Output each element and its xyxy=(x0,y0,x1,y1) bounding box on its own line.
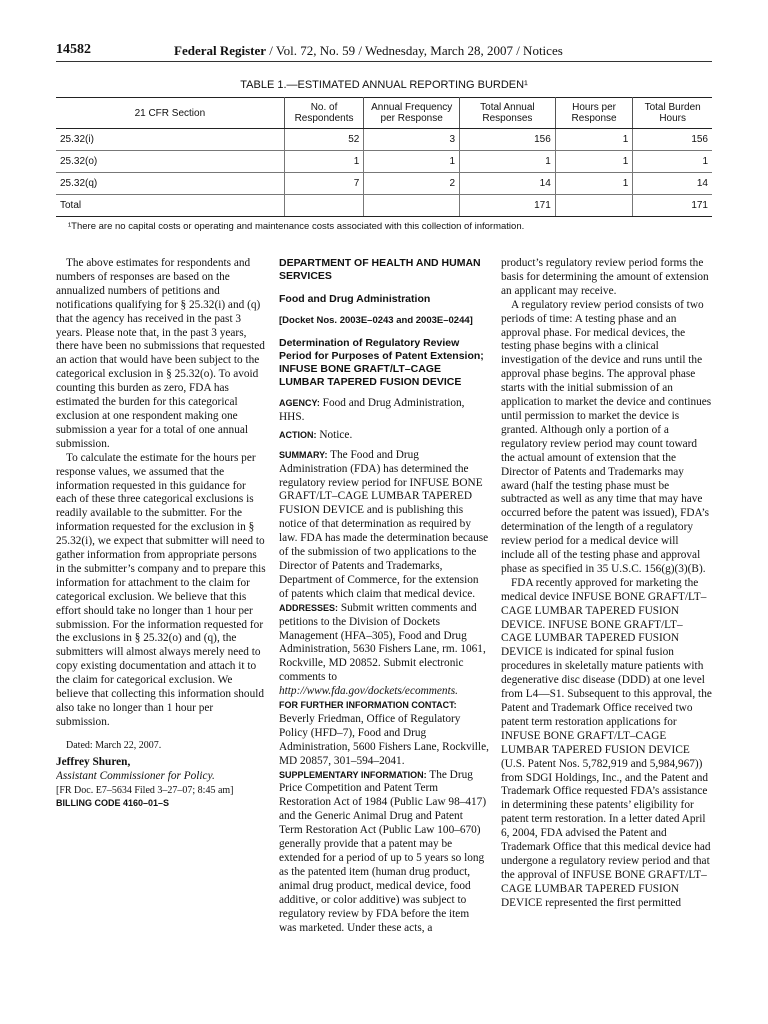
action-line xyxy=(279,429,489,443)
contact xyxy=(279,699,489,769)
table-cell xyxy=(364,195,460,217)
agency-heading: Food and Drug Administration xyxy=(279,293,431,305)
table-total-row xyxy=(56,195,712,217)
table-cell: 156 xyxy=(460,129,556,151)
table-cell: 1 xyxy=(364,151,460,173)
table-cell: 14 xyxy=(460,173,556,195)
action-label: ACTION: xyxy=(279,429,317,440)
table-cell: 171 xyxy=(633,195,712,217)
table-cell: 25.32(q) xyxy=(56,173,284,195)
table-footnote: ¹There are no capital costs or operating and maintenance costs associated with this collection of information. xyxy=(68,221,525,232)
page-number: 14582 xyxy=(56,42,91,57)
paragraph: FDA recently approved for marketing the medical device INFUSE BONE GRAFT/LT–CAGE LUMBAR TAPERED FUSION DEVICE. INFUSE BONE GRAFT/LT–CAGE LUMBAR TAPERED FUSION DEVICE is indicated for spinal fusion procedures in skeletally mature patients with degenerative disc disease (DDD) at one level from L4—S1. Subsequent to this approval, the Patent and Trademark Office received two patent term restoration applications for INFUSE BONE GRAFT/LT–CAGE LUMBAR TAPERED FUSION DEVICE (U.S. Patent Nos. 5,782,919 and 5,984,967)) from SDGI Holdings, Inc., and the Patent and Trademark Office requested FDA’s assistance in determining these patents’ eligibility for patent term restoration. In a letter dated April 6, 2004, FDA advised the Patent and Trademark Office that this medical device had undergone a regulatory review period and that the approval of INFUSE BONE GRAFT/LT–CAGE LUMBAR TAPERED FUSION DEVICE represented the first permitted xyxy=(501,576,712,909)
table-header-row xyxy=(56,98,712,129)
table-cell: 25.32(o) xyxy=(56,151,284,173)
summary-label: SUMMARY: xyxy=(279,449,328,460)
column-header: Total Burden Hours xyxy=(633,98,712,129)
addresses-label: ADDRESSES: xyxy=(279,602,339,613)
table-cell: 2 xyxy=(364,173,460,195)
contact-label: FOR FURTHER INFORMATION CONTACT: xyxy=(279,700,457,711)
journal-name: Federal Register xyxy=(174,43,267,58)
fr-doc: [FR Doc. E7–5634 Filed 3–27–07; 8:45 am] xyxy=(56,784,234,796)
paragraph: The above estimates for respondents and numbers of responses are based on the annualized numbers of petitions and notifications qualifying for § 25.32(i) and (q) that the agency has received in the past 3 years. Please note that, in the past 3 years, there have been no submissions that requested an action that would have been subject to the categorical exclusion in § 25.32(o). To avoid counting this burden as zero, FDA has estimated the burden for this categorical exclusion at one respondent making one submission a year for a total of one annual submission. xyxy=(56,257,265,450)
department-heading: DEPARTMENT OF HEALTH AND HUMAN SERVICES xyxy=(279,257,481,282)
column-header: No. of Respondents xyxy=(284,98,364,129)
text-column-2 xyxy=(279,257,489,935)
action-text: Notice. xyxy=(319,428,353,441)
column-header: Hours per Response xyxy=(555,98,633,129)
table-cell: 1 xyxy=(633,151,712,173)
table-cell: 1 xyxy=(284,151,364,173)
comments-url[interactable]: http://www.fda.gov/dockets/ecomments. xyxy=(279,685,458,698)
paragraph: product’s regulatory review period forms the basis for determining the amount of extension an applicant may receive. xyxy=(501,257,709,297)
table-cell: 171 xyxy=(460,195,556,217)
supplementary-text: The Drug Price Competition and Patent Term Restoration Act of 1984 (Public Law 98–417) and the Generic Animal Drug and Patent Term Restoration Act (Public Law 100–670) generally provide that a patent may be extended for a period of up to 5 years so long as the patented item (human drug product, animal drug product, medical device, food additive, or color additive) was subject to regulatory review by FDA before the item was marketed. Under these acts, a xyxy=(279,768,487,934)
agency-line xyxy=(279,397,489,425)
paragraph: A regulatory review period consists of two periods of time: A testing phase and an approval phase. For medical devices, the testing phase begins with a clinical investigation of the device and runs until the approval phase begins. The approval phase starts with the initial submission of an application to market the device and continues until permission to market the device is granted. Although only a portion of a regulatory review period may count toward the actual amount of extension that the Director of Patents and Trademarks may award (half the testing phase must be subtracted as well as any time that may have occurred before the patent was issued), FDA’s determination of the length of a regulatory review period for a medical device will include all of the testing phase and approval phase as specified in 35 U.S.C. 156(g)(3)(B). xyxy=(501,298,712,575)
table-cell: 25.32(i) xyxy=(56,129,284,151)
addresses xyxy=(279,602,489,699)
issue-info: / Vol. 72, No. 59 / Wednesday, March 28, 2007 / Notices xyxy=(266,43,563,58)
table-cell: 7 xyxy=(284,173,364,195)
dated-line: Dated: March 22, 2007. xyxy=(66,739,162,751)
signer-name: Jeffrey Shuren, xyxy=(56,755,131,768)
agency-text: Food and Drug Administration, HHS. xyxy=(279,397,465,423)
addresses-text: Submit written comments and petitions to the Division of Dockets Management (HFA–305), Food and Drug Administration, 5630 Fishers Lane, rm. 1061, Rockville, MD 20852. Submit electronic comments to xyxy=(279,601,486,684)
table-cell: 1 xyxy=(555,173,633,195)
summary xyxy=(279,449,489,602)
billing-code: BILLING CODE 4160–01–S xyxy=(56,798,170,809)
table-cell: 1 xyxy=(555,151,633,173)
text-column-3 xyxy=(501,257,712,957)
running-title xyxy=(174,43,563,59)
summary-text: The Food and Drug Administration (FDA) has determined the regulatory review period for INFUSE BONE GRAFT/LT–CAGE LUMBAR TAPERED FUSION DEVICE and is publishing this notice of that determination as required by law. FDA has made the determination because of the submission of two applications to the Director of Patents and Trademarks, Department of Commerce, for the extension of patents which claim that medical device. xyxy=(279,448,489,600)
table-row xyxy=(56,173,712,195)
paragraph: To calculate the estimate for the hours per response values, we assumed that the information requested in this guidance for each of these three categorical exclusions is readily available to the submitter. For the information requested for the exclusion in § 25.32(i), we expect that submitter will need to gather information from appropriate persons in the submitter’s company and to prepare this information for attachment to the claim for categorical exclusion. We believe that this effort should take no longer than 1 hour per submission. For the information requested for the exclusions in § 25.32(o) and (q), the submitters will almost always merely need to copy existing documentation and attach it to the claim for categorical exclusion. We believe that collecting this information should also take no longer than 1 hour per submission. xyxy=(56,451,266,728)
column-header: Total Annual Responses xyxy=(460,98,556,129)
table-row xyxy=(56,151,712,173)
column-header: 21 CFR Section xyxy=(56,98,284,129)
supplementary-label: SUPPLEMENTARY INFORMATION: xyxy=(279,769,427,780)
text-column-1 xyxy=(56,257,266,811)
column-header: Annual Frequency per Response xyxy=(364,98,460,129)
table-title: TABLE 1.—ESTIMATED ANNUAL REPORTING BURDEN¹ xyxy=(240,79,528,91)
table-cell xyxy=(284,195,364,217)
table-cell: 3 xyxy=(364,129,460,151)
signer-title: Assistant Commissioner for Policy. xyxy=(56,769,215,782)
docket-numbers: [Docket Nos. 2003E–0243 and 2003E–0244] xyxy=(279,315,473,326)
header-rule xyxy=(56,61,712,62)
table-cell: 1 xyxy=(460,151,556,173)
table-cell: 52 xyxy=(284,129,364,151)
burden-table xyxy=(56,97,712,217)
table-cell: Total xyxy=(56,195,284,217)
agency-label: AGENCY: xyxy=(279,398,320,408)
contact-text: Beverly Friedman, Office of Regulatory Policy (HFD–7), Food and Drug Administration, 5600 Fishers Lane, Rockville, MD 20857, 301–594–2041. xyxy=(279,712,489,767)
table-cell xyxy=(555,195,633,217)
table-cell: 1 xyxy=(555,129,633,151)
table-cell: 156 xyxy=(633,129,712,151)
table-cell: 14 xyxy=(633,173,712,195)
supplementary xyxy=(279,769,489,936)
notice-title: Determination of Regulatory Review Period for Purposes of Patent Extension; INFUSE BONE GRAFT/LT–CAGE LUMBAR TAPERED FUSION DEVICE xyxy=(279,337,484,388)
table-row xyxy=(56,129,712,151)
